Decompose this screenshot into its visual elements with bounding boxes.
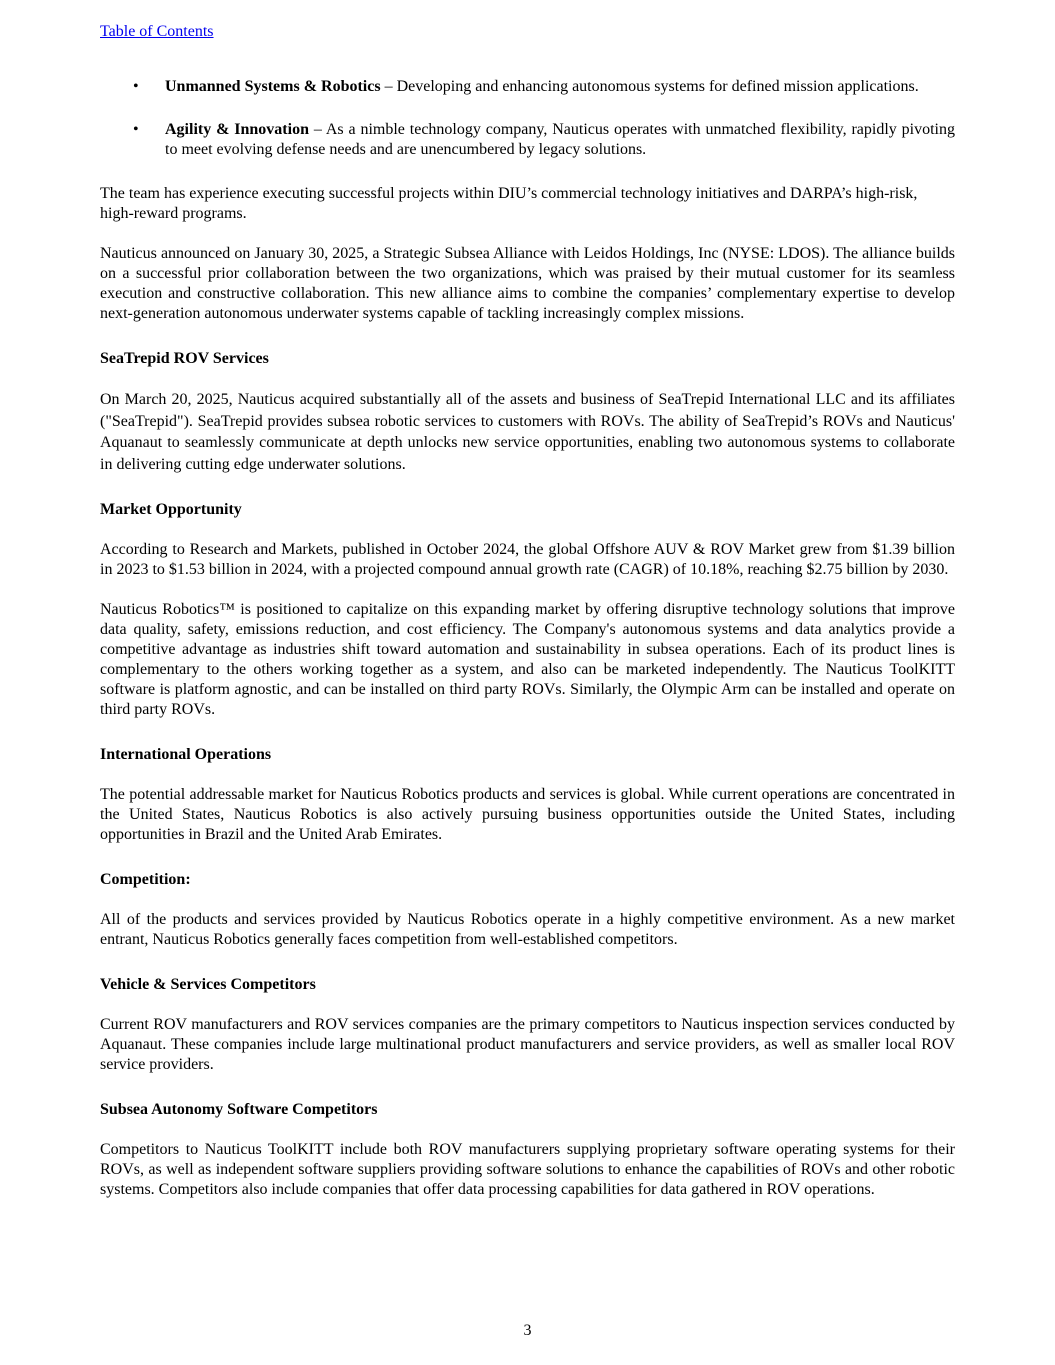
bullet-marker: • bbox=[133, 78, 139, 95]
heading-vehicle-services-competitors: Vehicle & Services Competitors bbox=[100, 976, 316, 993]
paragraph-market-position: Nauticus Robotics™ is positioned to capitalize on this expanding market by offering disruptive technology solutions that improve data quality, safety, emissions reduction, and cost efficiency. The Company's autonomous systems and data analytics provide a competitive advantage as industries shift toward automation and sustainability in subsea operations. Each of its product lines is complementary to the others working together as a system, and also can be marketed independently. The Nauticus ToolKITT software is platform agnostic, and can be installed on third party ROVs. Similarly, the Olympic Arm can be installed and operate on third party ROVs. bbox=[100, 601, 955, 718]
page-number: 3 bbox=[523, 1322, 532, 1339]
bullet-lead: Agility & Innovation bbox=[165, 121, 309, 138]
bullet-list bbox=[100, 77, 955, 160]
heading-market-opportunity: Market Opportunity bbox=[100, 501, 242, 518]
bullet-text-unmanned-systems bbox=[165, 77, 955, 97]
paragraph-leidos-alliance: Nauticus announced on January 30, 2025, a Strategic Subsea Alliance with Leidos Holdings, Inc (NYSE: LDOS). The alliance builds on a successful prior collaboration between the two organizations, which was praised by their mutual customer for its seamless execution and constructive collaboration. This new alliance aims to combine the companies’ complementary expertise to develop next-generation autonomous underwater systems capable of tackling increasingly complex missions. bbox=[100, 245, 955, 322]
paragraph-international-operations: The potential addressable market for Nauticus Robotics products and services is global. While current operations are concentrated in the United States, Nauticus Robotics is also actively pursuing business opportunities outside the United States, including opportunities in Brazil and the United Arab Emirates. bbox=[100, 786, 955, 843]
paragraph-vehicle-competitors: Current ROV manufacturers and ROV services companies are the primary competitors to Nauticus inspection services conducted by Aquanaut. These companies include large multinational product manufacturers and service providers, as well as smaller local ROV service providers. bbox=[100, 1016, 955, 1073]
bullet-marker: • bbox=[133, 121, 139, 138]
bullet-rest: – As a nimble technology company, Nauticus operates with unmatched flexibility, rapidly pivoting to meet evolving defense needs and are unencumbered by legacy solutions. bbox=[165, 121, 955, 158]
heading-international-operations: International Operations bbox=[100, 746, 272, 763]
bullet-text-agility-innovation bbox=[165, 120, 955, 160]
heading-seatrepid-rov-services: SeaTrepid ROV Services bbox=[100, 350, 269, 367]
paragraph-competition: All of the products and services provided by Nauticus Robotics operate in a highly competitive environment. As a new market entrant, Nauticus Robotics generally faces competition from well-established competitors. bbox=[100, 911, 955, 948]
paragraph-team-experience: The team has experience executing successful projects within DIU’s commercial technology initiatives and DARPA’s high-risk, high-reward programs. bbox=[100, 185, 918, 222]
list-item bbox=[100, 77, 955, 97]
heading-subsea-autonomy-software-competitors: Subsea Autonomy Software Competitors bbox=[100, 1101, 378, 1118]
heading-competition: Competition: bbox=[100, 871, 191, 888]
table-of-contents-link[interactable]: Table of Contents bbox=[100, 23, 214, 40]
bullet-lead: Unmanned Systems & Robotics bbox=[165, 78, 381, 95]
paragraph-market-cagr: According to Research and Markets, published in October 2024, the global Offshore AUV & ROV Market grew from $1.39 billion in 2023 to $1.53 billion in 2024, with a projected compound annual growth rate (CAGR) of 10.18%, reaching $2.75 billion by 2030. bbox=[100, 541, 955, 578]
paragraph-seatrepid-acquisition: On March 20, 2025, Nauticus acquired substantially all of the assets and business of SeaTrepid International LLC and its affiliates ("SeaTrepid"). SeaTrepid provides subsea robotic services to customers with ROVs. The ability of SeaTrepid’s ROVs and Nauticus' Aquanaut to seamlessly communicate at depth unlocks new service opportunities, enabling two autonomous systems to collaborate in delivering cutting edge underwater solutions. bbox=[100, 391, 955, 473]
list-item bbox=[100, 120, 955, 160]
bullet-rest: – Developing and enhancing autonomous systems for defined mission applications. bbox=[380, 78, 919, 95]
paragraph-subsea-software-competitors: Competitors to Nauticus ToolKITT include both ROV manufacturers supplying proprietary software operating systems for their ROVs, as well as independent software suppliers providing software solutions to enhance the capabilities of ROVs and other robotic systems. Competitors also include companies that offer data processing capabilities for data gathered in ROV operations. bbox=[100, 1141, 955, 1198]
